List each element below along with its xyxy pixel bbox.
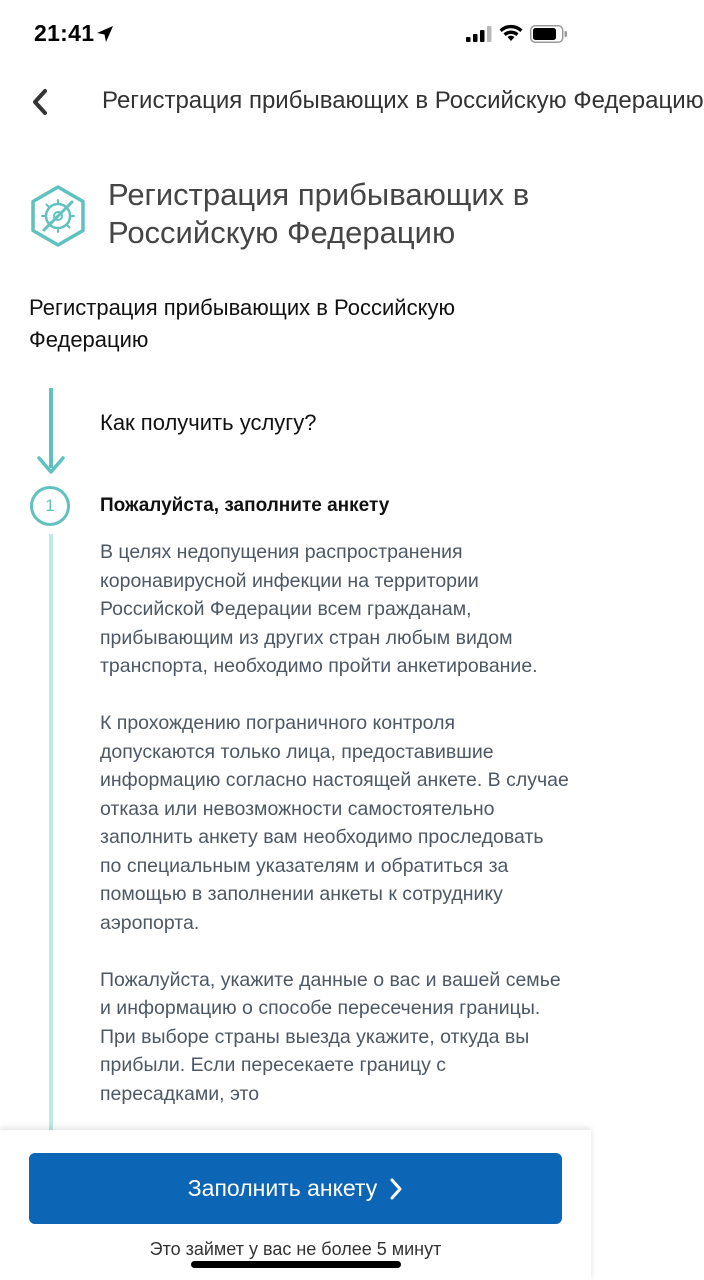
step-paragraph: Пожалуйста, укажите данные о вас и вашей семье и информацию о способе пересечения границы. При выборе страны выезда укажите, откуда вы прибыли. Если пересекаете границу с пересадками, это: [100, 968, 561, 1105]
location-arrow-icon: [96, 25, 114, 43]
fill-form-button-label: Заполнить анкету: [187, 1175, 378, 1201]
back-button[interactable]: [20, 82, 60, 122]
timeline-line: [49, 534, 53, 1134]
section-title: Регистрация прибывающих в Российскую Федерацию: [29, 295, 455, 352]
chevron-left-icon: [30, 88, 50, 116]
step-paragraph: К прохождению пограничного контроля допускаются только лица, предоставившие информацию согласно настоящей анкете. В случае отказа или невозможности самостоятельно заполнить анкету вам необходимо проследовать по специальным указателям и обратиться за помощью в заполнении анкеты к сотруднику аэропорта.: [100, 712, 569, 934]
fill-form-button[interactable]: [29, 1153, 562, 1224]
bottom-action-panel: [0, 1130, 591, 1280]
nav-header: [0, 70, 704, 132]
step-description: [100, 538, 570, 1137]
time-hint: Это займет у вас не более 5 минут: [149, 1239, 442, 1259]
step-number-badge: 1: [30, 486, 70, 526]
how-to-title: Как получить услугу?: [100, 410, 317, 435]
status-bar: [0, 0, 591, 70]
home-indicator[interactable]: [191, 1261, 401, 1268]
virus-shield-icon: [26, 184, 90, 248]
battery-icon: [530, 25, 568, 43]
step-title: Пожалуйста, заполните анкету: [100, 495, 390, 516]
nav-title: Регистрация прибывающих в Российскую Федерацию: [102, 87, 704, 114]
wifi-icon: [499, 24, 523, 42]
chevron-right-icon: [389, 1177, 403, 1201]
step-paragraph: В целях недопущения распространения коронавирусной инфекции на территории Российской Федерации всем гражданам, прибывающим из других стран любым видом транспорта, необходимо пройти анкетирование.: [100, 541, 538, 677]
service-title: Регистрация прибывающих в Российскую Федерацию: [108, 177, 530, 250]
arrow-down-icon: [37, 455, 65, 475]
cellular-signal-icon: [466, 26, 492, 42]
status-time: 21:41: [34, 20, 95, 46]
